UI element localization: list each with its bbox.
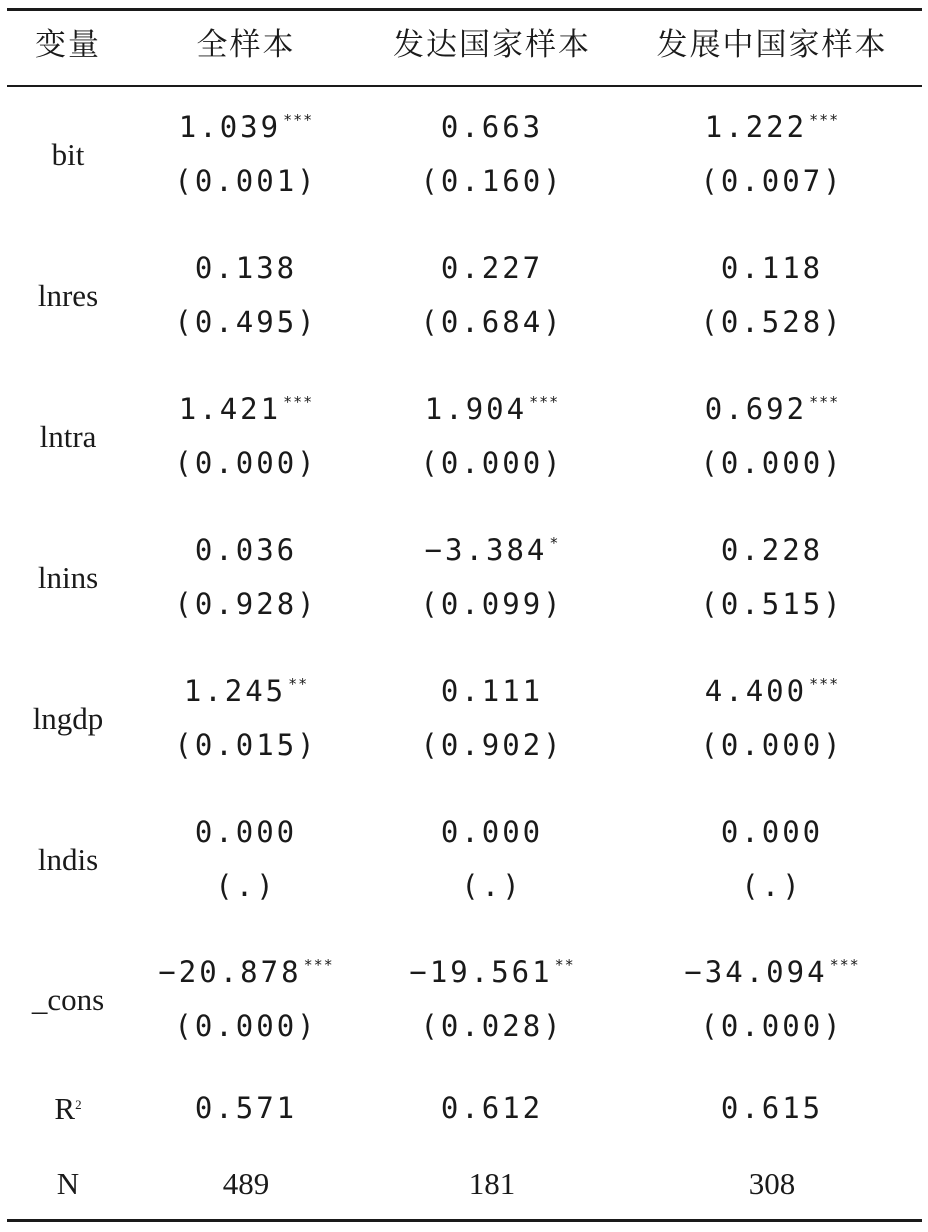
significance-stars: *** bbox=[829, 956, 860, 974]
significance-stars: ** bbox=[288, 675, 309, 693]
coefficient: 0.692 *** bbox=[704, 392, 840, 426]
column-header: 变量 bbox=[35, 27, 101, 63]
variable-label: lntra bbox=[39, 419, 97, 454]
coefficient: 0.111 bbox=[440, 674, 544, 708]
p-value: (0.001) bbox=[174, 164, 318, 198]
n-value: 489 bbox=[222, 1166, 270, 1201]
p-value: (0.000) bbox=[174, 446, 318, 480]
variable-label: lndis bbox=[37, 842, 99, 877]
n-label: N bbox=[56, 1166, 80, 1201]
significance-stars: *** bbox=[283, 111, 314, 129]
header-rule bbox=[7, 85, 922, 87]
coefficient: 1.039 *** bbox=[178, 110, 314, 144]
top-rule bbox=[7, 8, 922, 11]
significance-stars: ** bbox=[554, 956, 575, 974]
p-value: (0.528) bbox=[700, 305, 844, 339]
coefficient: 0.000 bbox=[720, 815, 824, 849]
variable-label: lngdp bbox=[32, 701, 104, 736]
coefficient: 1.421 *** bbox=[178, 392, 314, 426]
coefficient: 0.036 bbox=[194, 533, 298, 567]
p-value: (0.000) bbox=[700, 1009, 844, 1043]
variable-label: _cons bbox=[31, 982, 105, 1017]
r2-superscript: 2 bbox=[75, 1097, 82, 1112]
p-value: (0.000) bbox=[700, 446, 844, 480]
variable-label: bit bbox=[51, 137, 85, 172]
r2-label: $R^2$ bbox=[54, 1091, 82, 1126]
significance-stars: * bbox=[549, 534, 560, 552]
coefficient: 0.138 bbox=[194, 251, 298, 285]
r2-value: 0.571 bbox=[194, 1091, 298, 1125]
bottom-rule bbox=[7, 1219, 922, 1222]
r2-value: 0.615 bbox=[720, 1091, 824, 1125]
coefficient: 1.904 *** bbox=[424, 392, 560, 426]
p-value: (0.928) bbox=[174, 587, 318, 621]
p-value: (0.000) bbox=[420, 446, 564, 480]
coefficient: 0.227 bbox=[440, 251, 544, 285]
significance-stars: *** bbox=[283, 393, 314, 411]
p-value: (0.000) bbox=[700, 728, 844, 762]
coefficient: 0.000 bbox=[194, 815, 298, 849]
p-value: (.) bbox=[741, 869, 803, 903]
significance-stars: *** bbox=[303, 956, 334, 974]
significance-stars: *** bbox=[809, 393, 840, 411]
significance-stars: *** bbox=[809, 675, 840, 693]
p-value: (0.160) bbox=[420, 164, 564, 198]
n-value: 181 bbox=[468, 1166, 516, 1201]
p-value: (.) bbox=[461, 869, 523, 903]
column-header: 全样本 bbox=[196, 27, 296, 63]
coefficient: 0.663 bbox=[440, 110, 544, 144]
coefficient: −19.561 ** bbox=[409, 955, 575, 989]
variable-label: lnins bbox=[37, 560, 99, 595]
significance-stars: *** bbox=[529, 393, 560, 411]
p-value: (0.684) bbox=[420, 305, 564, 339]
r2-value: 0.612 bbox=[440, 1091, 544, 1125]
coefficient: 0.000 bbox=[440, 815, 544, 849]
n-value: 308 bbox=[748, 1166, 796, 1201]
coefficient: −3.384 * bbox=[424, 533, 560, 567]
coefficient: 0.118 bbox=[720, 251, 824, 285]
p-value: (.) bbox=[215, 869, 277, 903]
coefficient: 4.400 *** bbox=[704, 674, 840, 708]
coefficient: −34.094 *** bbox=[684, 955, 860, 989]
coefficient: 0.228 bbox=[720, 533, 824, 567]
p-value: (0.028) bbox=[420, 1009, 564, 1043]
p-value: (0.495) bbox=[174, 305, 318, 339]
significance-stars: *** bbox=[809, 111, 840, 129]
p-value: (0.902) bbox=[420, 728, 564, 762]
coefficient: −20.878 *** bbox=[158, 955, 334, 989]
coefficient: 1.245 ** bbox=[183, 674, 309, 708]
column-header: 发达国家样本 bbox=[393, 27, 591, 63]
p-value: (0.000) bbox=[174, 1009, 318, 1043]
variable-label: lnres bbox=[37, 278, 99, 313]
p-value: (0.515) bbox=[700, 587, 844, 621]
p-value: (0.015) bbox=[174, 728, 318, 762]
p-value: (0.007) bbox=[700, 164, 844, 198]
p-value: (0.099) bbox=[420, 587, 564, 621]
column-header: 发展中国家样本 bbox=[656, 27, 888, 63]
coefficient: 1.222 *** bbox=[704, 110, 840, 144]
